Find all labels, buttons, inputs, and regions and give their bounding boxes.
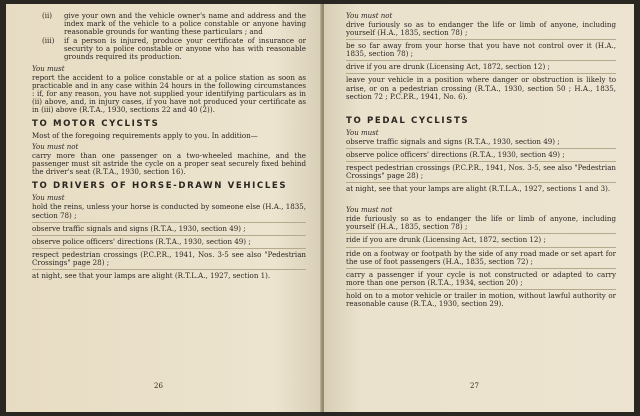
divider: [32, 269, 306, 270]
rule-line: ride furiously so as to endanger the life or limb of anyone, including yourself (H.A., 1835, section 78) ;: [346, 214, 616, 232]
divider: [346, 233, 616, 234]
divider: [346, 161, 616, 162]
list-item: [32, 37, 306, 61]
pedal-cyclists-heading: TO PEDAL CYCLISTS: [346, 115, 470, 126]
report-paragraph: report the accident to a police constable or at a police station as soon as practicable and in any case within 24 hours in the following circumstances : if, for any reason, you have not supplied your identifying particulars as in (ii) above, and, in injury cases, if you have not produced your certificate as in (iii) above (R.T.A., 1930, sections 22 and 40 (2)).: [32, 72, 306, 114]
rule-line: observe police officers' directions (R.T.A., 1930, section 49) ;: [32, 236, 251, 246]
item-number: (iii): [42, 36, 55, 46]
rule-line: observe traffic signals and signs (R.T.A., 1930, section 49) ;: [32, 223, 246, 233]
rule-line: hold the reins, unless your horse is conducted by someone else (H.A., 1835, section 78) ;: [32, 202, 306, 220]
rule-line: be so far away from your horse that you have not control over it (H.A., 1835, section 78) ;: [346, 41, 616, 59]
you-must-label: You must: [32, 64, 65, 73]
divider: [346, 268, 616, 269]
motor-must-not-text: carry more than one passenger on a two-wheeled machine, and the passenger must sit astride the cycle on a proper seat securely fixed behind the driver's seat (R.T.A., 1930, section 16).: [32, 151, 306, 177]
horse-you-must-label: You must: [32, 194, 65, 203]
divider: [346, 148, 616, 149]
rule-line: at night, see that your lamps are alight (R.T.L.A., 1927, section 1).: [32, 270, 271, 280]
rule-line: carry a passenger if your cycle is not constructed or adapted to carry more than one person (R.T.A., 1934, section 20) ;: [346, 269, 616, 287]
rule-line: drive if you are drunk (Licensing Act, 1872, section 12) ;: [346, 62, 550, 72]
you-must-not-label: You must not: [346, 12, 393, 20]
rule-line: observe police officers' directions (R.T.A., 1930, section 49) ;: [346, 149, 565, 159]
rule-line: respect pedestrian crossings (P.C.P.R., 1941, Nos. 3-5 see also "Pedestrian Crossings" page 28) ;: [32, 249, 306, 267]
divider: [346, 182, 616, 183]
divider: [346, 247, 616, 248]
divider: [32, 235, 306, 236]
right-page: [324, 4, 634, 412]
list-item: [32, 12, 306, 36]
rule-line: ride if you are drunk (Licensing Act, 1872, section 12) ;: [346, 235, 546, 245]
horse-drawn-heading: TO DRIVERS OF HORSE-DRAWN VEHICLES: [32, 181, 288, 192]
rule-line: observe traffic signals and signs (R.T.A., 1930, section 49) ;: [346, 136, 560, 146]
rule-line: leave your vehicle in a position where danger or obstruction is likely to arise, or on a pedestrian crossing (R.T.A., 1930, section 50 ; H.A., 1835, section 72 ; P.C.P.R., 1941, No. 6).: [346, 75, 616, 101]
motor-cyclists-heading: TO MOTOR CYCLISTS: [32, 119, 160, 130]
item-text: if a person is injured, produce your certificate of insurance or security to a police constable or anyone who has with reasonable grounds required its production.: [64, 36, 306, 62]
divider: [346, 60, 616, 61]
divider: [32, 248, 306, 249]
rule-line: ride on a footway or footpath by the side of any road made or set apart for the use of foot passengers (H.A., 1835, section 72) ;: [346, 248, 616, 266]
you-must-not-label: You must not: [32, 143, 79, 152]
pedal-you-must-not-label: You must not: [346, 206, 393, 215]
page-number: 27: [470, 382, 479, 390]
pedal-you-must-label: You must: [346, 128, 379, 137]
rule-line: respect pedestrian crossings (P.C.P.R., 1941, Nos. 3-5, see also "Pedestrian Crossings" page 28) ;: [346, 162, 616, 181]
rule-line: hold on to a motor vehicle or trailer in motion, without lawful authority or reasonable cause (R.T.A., 1930, section 29).: [346, 290, 616, 308]
motor-intro: Most of the foregoing requirements apply to you. In addition—: [32, 131, 258, 141]
divider: [32, 222, 306, 223]
left-page: [6, 4, 322, 412]
item-number: (ii): [42, 11, 53, 20]
divider: [346, 39, 616, 40]
rule-line: at night, see that your lamps are alight (R.T.L.A., 1927, sections 1 and 3).: [346, 184, 611, 194]
item-text: give your own and the vehicle owner's name and address and the index mark of the vehicle to a police constable or anyone having reasonable grounds for wanting these particulars ; and: [64, 11, 306, 37]
page-number: 26: [154, 382, 163, 390]
divider: [346, 73, 616, 74]
divider: [346, 289, 616, 290]
book-spread: [6, 4, 634, 412]
rule-line: drive furiously so as to endanger the life or limb of anyone, including yourself (H.A., 1835, section 78) ;: [346, 20, 616, 38]
